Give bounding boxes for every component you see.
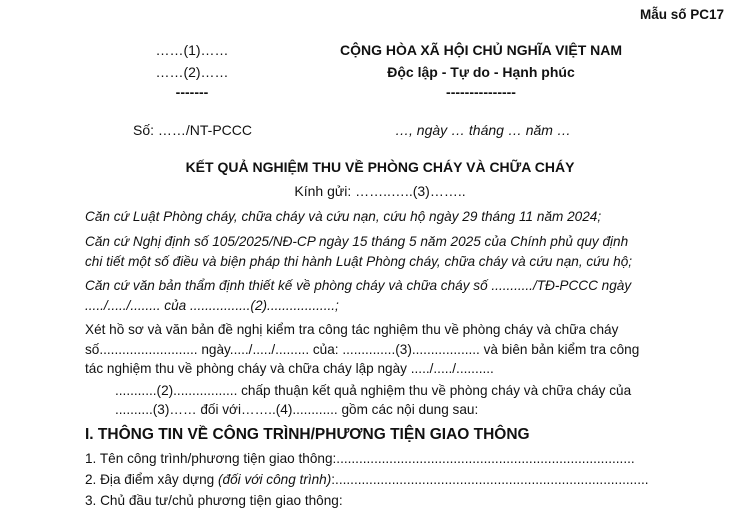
right-divider: --------------- — [446, 84, 516, 100]
basis-appraisal-1: Căn cứ văn bản thẩm định thiết kế về phòng cháy và chữa cháy số .........../TĐ-PCCC ngày — [85, 278, 632, 293]
basis-decree-2: chi tiết một số điều và biện pháp thi hành Luật Phòng cháy, chữa cháy và cứu nạn, cứu hộ; — [85, 254, 633, 269]
basis-decree-1: Căn cứ Nghị định số 105/2025/NĐ-CP ngày 15 tháng 5 năm 2025 của Chính phủ quy định — [85, 234, 629, 249]
agency-superior: ……(1)…… — [155, 42, 229, 58]
review-paragraph-1: Xét hồ sơ và văn bản đề nghị kiểm tra công tác nghiệm thu về phòng cháy và chữa cháy — [85, 322, 619, 337]
approval-line-1: ...........(2)................. chấp thuận kết quả nghiệm thu về phòng cháy và chữa cháy của — [115, 383, 632, 398]
section-1-heading: I. THÔNG TIN VỀ CÔNG TRÌNH/PHƯƠNG TIỆN GIAO THÔNG — [85, 426, 530, 443]
review-paragraph-2: số.......................... ngày...../...../......... của: ..............(3).................. và biên bản kiểm tra công — [85, 342, 640, 357]
approval-line-2: ..........(3)…… đối với……..(4)............ gồm các nội dung sau: — [115, 402, 479, 417]
document-date: …, ngày … tháng … năm … — [395, 122, 571, 138]
document-number: Số: ……/NT-PCCC — [133, 122, 253, 138]
item-2-dots: :................................................................................... — [331, 472, 649, 487]
national-motto: Độc lập - Tự do - Hạnh phúc — [387, 64, 575, 80]
item-2-label: 2. Địa điểm xây dựng — [85, 472, 219, 487]
left-divider: ------- — [175, 84, 209, 100]
item-1-name: 1. Tên công trình/phương tiện giao thông:............................................................................... — [85, 451, 635, 466]
national-title: CỘNG HÒA XÃ HỘI CHỦ NGHĨA VIỆT NAM — [339, 42, 623, 58]
item-2-note: (đối với công trình) — [218, 472, 332, 487]
item-2-location — [85, 472, 649, 487]
review-paragraph-3: tác nghiệm thu về phòng cháy và chữa cháy lập ngày ...../...../.......... — [85, 361, 494, 376]
basis-law: Căn cứ Luật Phòng cháy, chữa cháy và cứu nạn, cứu hộ ngày 29 tháng 11 năm 2024; — [85, 209, 602, 224]
document-title: KẾT QUẢ NGHIỆM THU VỀ PHÒNG CHÁY VÀ CHỮA CHÁY — [185, 159, 575, 175]
agency-issuing: ……(2)…… — [155, 64, 229, 80]
item-3-owner: 3. Chủ đầu tư/chủ phương tiện giao thông: — [85, 493, 343, 508]
form-code: Mẫu số PC17 — [640, 7, 725, 22]
recipient-line: Kính gửi: ……..…..(3)…….. — [294, 183, 466, 199]
basis-appraisal-2: ...../...../........ của ................(2)..................; — [85, 298, 339, 313]
